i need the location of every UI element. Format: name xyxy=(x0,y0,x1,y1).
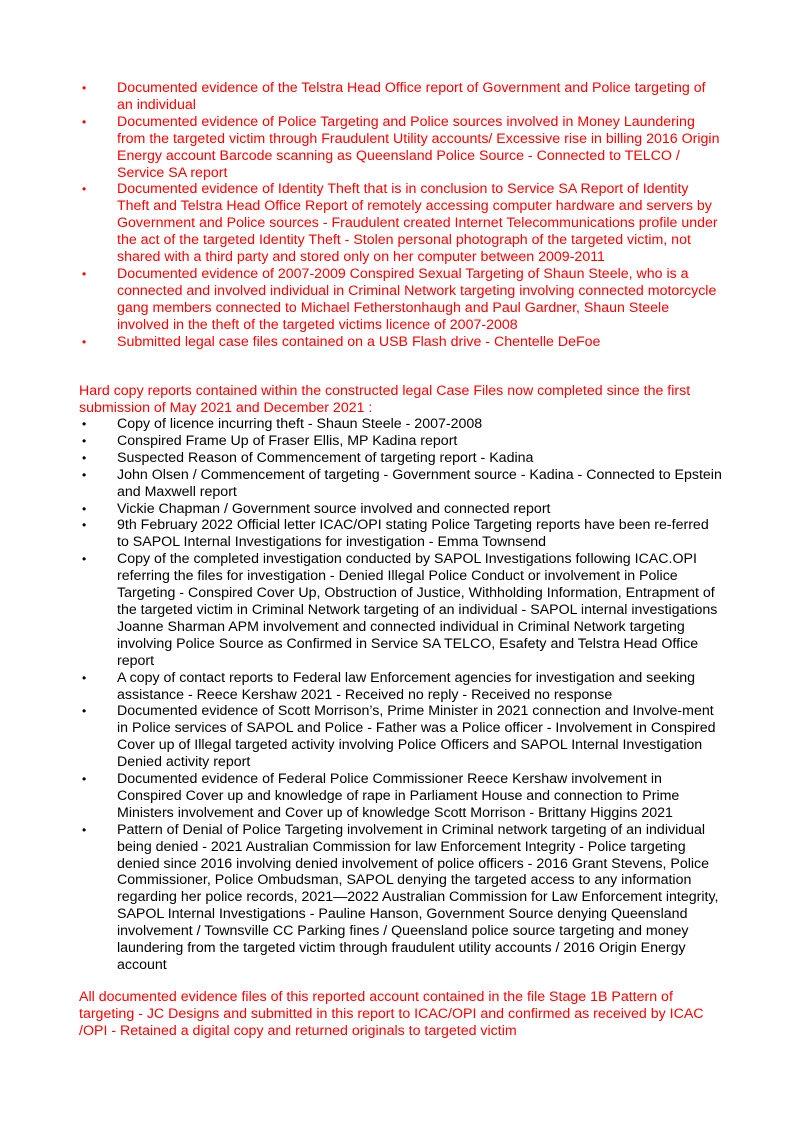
list-item xyxy=(0,266,794,334)
list-item-text: 9th February 2022 Official letter ICAC/OPI stating Police Targeting reports have been re-ferred to SAPOL Internal Investigations for investigation - Emma Townsend xyxy=(117,517,709,551)
list-item xyxy=(0,517,794,551)
list-item-text: Suspected Reason of Commencement of targeting report - Kadina xyxy=(117,449,534,466)
list-item xyxy=(0,334,794,351)
list-item-text: Documented evidence of Scott Morrison’s, Prime Minister in 2021 connection and Involve-ment in Police services of SAPOL and Police - Father was a Police officer - Involvement in Conspired Cover up of Illegal targeted activity involving Police Officers and SAPOL Internal Investigation Denied activity report xyxy=(117,703,716,771)
bullet-icon: • xyxy=(82,266,87,281)
list-item xyxy=(0,670,794,704)
list-item xyxy=(0,467,794,501)
list-item-text: Submitted legal case files contained on a USB Flash drive - Chentelle DeFoe xyxy=(117,333,601,350)
hard-copy-list xyxy=(0,416,794,974)
list-item-text: Documented evidence of Federal Police Commissioner Reece Kershaw involvement in Conspired Cover up and knowledge of rape in Parliament House and connection to Prime Ministers involvement and Cover up of knowledge Scott Morrison - Brittany Higgins 2021 xyxy=(117,771,680,821)
list-item-text: Documented evidence of Police Targeting and Police sources involved in Money Laundering from the targeted victim through Fraudulent Utility accounts/ Excessive rise in billing 2016 Origin Energy account Barcode scanning as Queensland Police Source - Connected to TELCO / Service SA report xyxy=(117,113,720,181)
list-item-text: Documented evidence of 2007-2009 Conspired Sexual Targeting of Shaun Steele, who is a connected and involved individual in Criminal Network targeting involving connected motorcycle gang members connected to Michael Fetherstonhaugh and Paul Gardner, Shaun Steele involved in the theft of the targeted victims licence of 2007-2008 xyxy=(117,265,717,333)
bullet-icon: • xyxy=(82,670,87,685)
closing-statement: All documented evidence files of this reported account contained in the file Stage 1B Pattern of targeting - JC Designs and submitted in this report to ICAC/OPI and confirmed as received by ICAC /OPI - Retained a digital copy and returned originals to targeted victim xyxy=(79,989,704,1039)
evidence-list xyxy=(0,80,794,351)
list-item-text: John Olsen / Commencement of targeting - Government source - Kadina - Connected to Epstein and Maxwell report xyxy=(117,466,722,500)
bullet-icon: • xyxy=(82,433,87,448)
list-item xyxy=(0,416,794,433)
bullet-icon: • xyxy=(82,81,87,95)
bullet-icon: • xyxy=(82,182,87,197)
list-item-text: Conspired Frame Up of Fraser Ellis, MP Kadina report xyxy=(117,432,458,449)
list-item xyxy=(0,114,794,182)
bullet-icon: • xyxy=(82,467,87,482)
list-item xyxy=(0,551,794,669)
list-item xyxy=(0,771,794,822)
list-item-text: Documented evidence of the Telstra Head Office report of Government and Police targeting of an individual xyxy=(117,80,706,113)
list-item xyxy=(0,703,794,771)
list-item-text: Copy of the completed investigation conducted by SAPOL Investigations following ICAC.OPI referring the files for investigation - Denied Illegal Police Conduct or involvement in Police Targeting - Conspired Cover Up, Obstruction of Justice, Withholding Information, Entrapment of the targeted victim in Criminal Network targeting of an individual - SAPOL internal investigations Joanne Sharman APM involvement and connected individual in Criminal Network targeting involving Police Source as Confirmed in Service SA TELCO, Esafety and Telstra Head Office report xyxy=(117,551,718,669)
bullet-icon: • xyxy=(82,501,87,516)
list-item xyxy=(0,822,794,974)
list-item xyxy=(0,501,794,518)
list-item xyxy=(0,450,794,467)
list-item-text: Vickie Chapman / Government source involved and connected report xyxy=(117,500,551,517)
list-item-text: A copy of contact reports to Federal law Enforcement agencies for investigation and seeking assistance - Reece Kershaw 2021 - Received no reply - Received no response xyxy=(117,669,696,703)
hard-copy-intro: Hard copy reports contained within the constructed legal Case Files now completed since the first submission of May 2021 and December 2021 : xyxy=(79,383,691,416)
bullet-icon: • xyxy=(82,518,87,533)
bullet-icon: • xyxy=(82,552,87,567)
list-item-text: Documented evidence of Identity Theft that is in conclusion to Service SA Report of Identity Theft and Telstra Head Office Report of remotely accessing computer hardware and servers by Government and Police sources - Fraudulent created Internet Telecommunications profile under the act of the targeted Identity Theft - Stolen personal photograph of the targeted victim, not shared with a third party and stored only on her computer between 2009-2011 xyxy=(117,181,718,266)
bullet-icon: • xyxy=(82,450,87,465)
bullet-icon: • xyxy=(82,704,87,719)
list-item-text: Copy of licence incurring theft - Shaun Steele - 2007-2008 xyxy=(117,416,483,432)
list-item xyxy=(0,181,794,266)
bullet-icon: • xyxy=(82,334,87,349)
bullet-icon: • xyxy=(82,417,87,431)
bullet-icon: • xyxy=(82,822,87,837)
bullet-icon: • xyxy=(82,114,87,129)
bullet-icon: • xyxy=(82,772,87,787)
list-item xyxy=(0,80,794,114)
list-item-text: Pattern of Denial of Police Targeting involvement in Criminal network targeting of an individual being denied - 2021 Australian Commission for law Enforcement Integrity - Police targeting denied since 2016 involving denied involvement of police officers - 2016 Grant Stevens, Police Commissioner, Police Ombudsman, SAPOL denying the targeted access to any information regarding her police records, 2021—2022 Australian Commission for Law Enforcement integrity, SAPOL Internal Investigations - Pauline Hanson, Government Source denying Queensland involvement / Townsville CC Parking fines / Queensland police source targeting and money laundering from the targeted victim through fraudulent utility accounts / 2016 Origin Energy account xyxy=(117,821,719,973)
list-item xyxy=(0,433,794,450)
